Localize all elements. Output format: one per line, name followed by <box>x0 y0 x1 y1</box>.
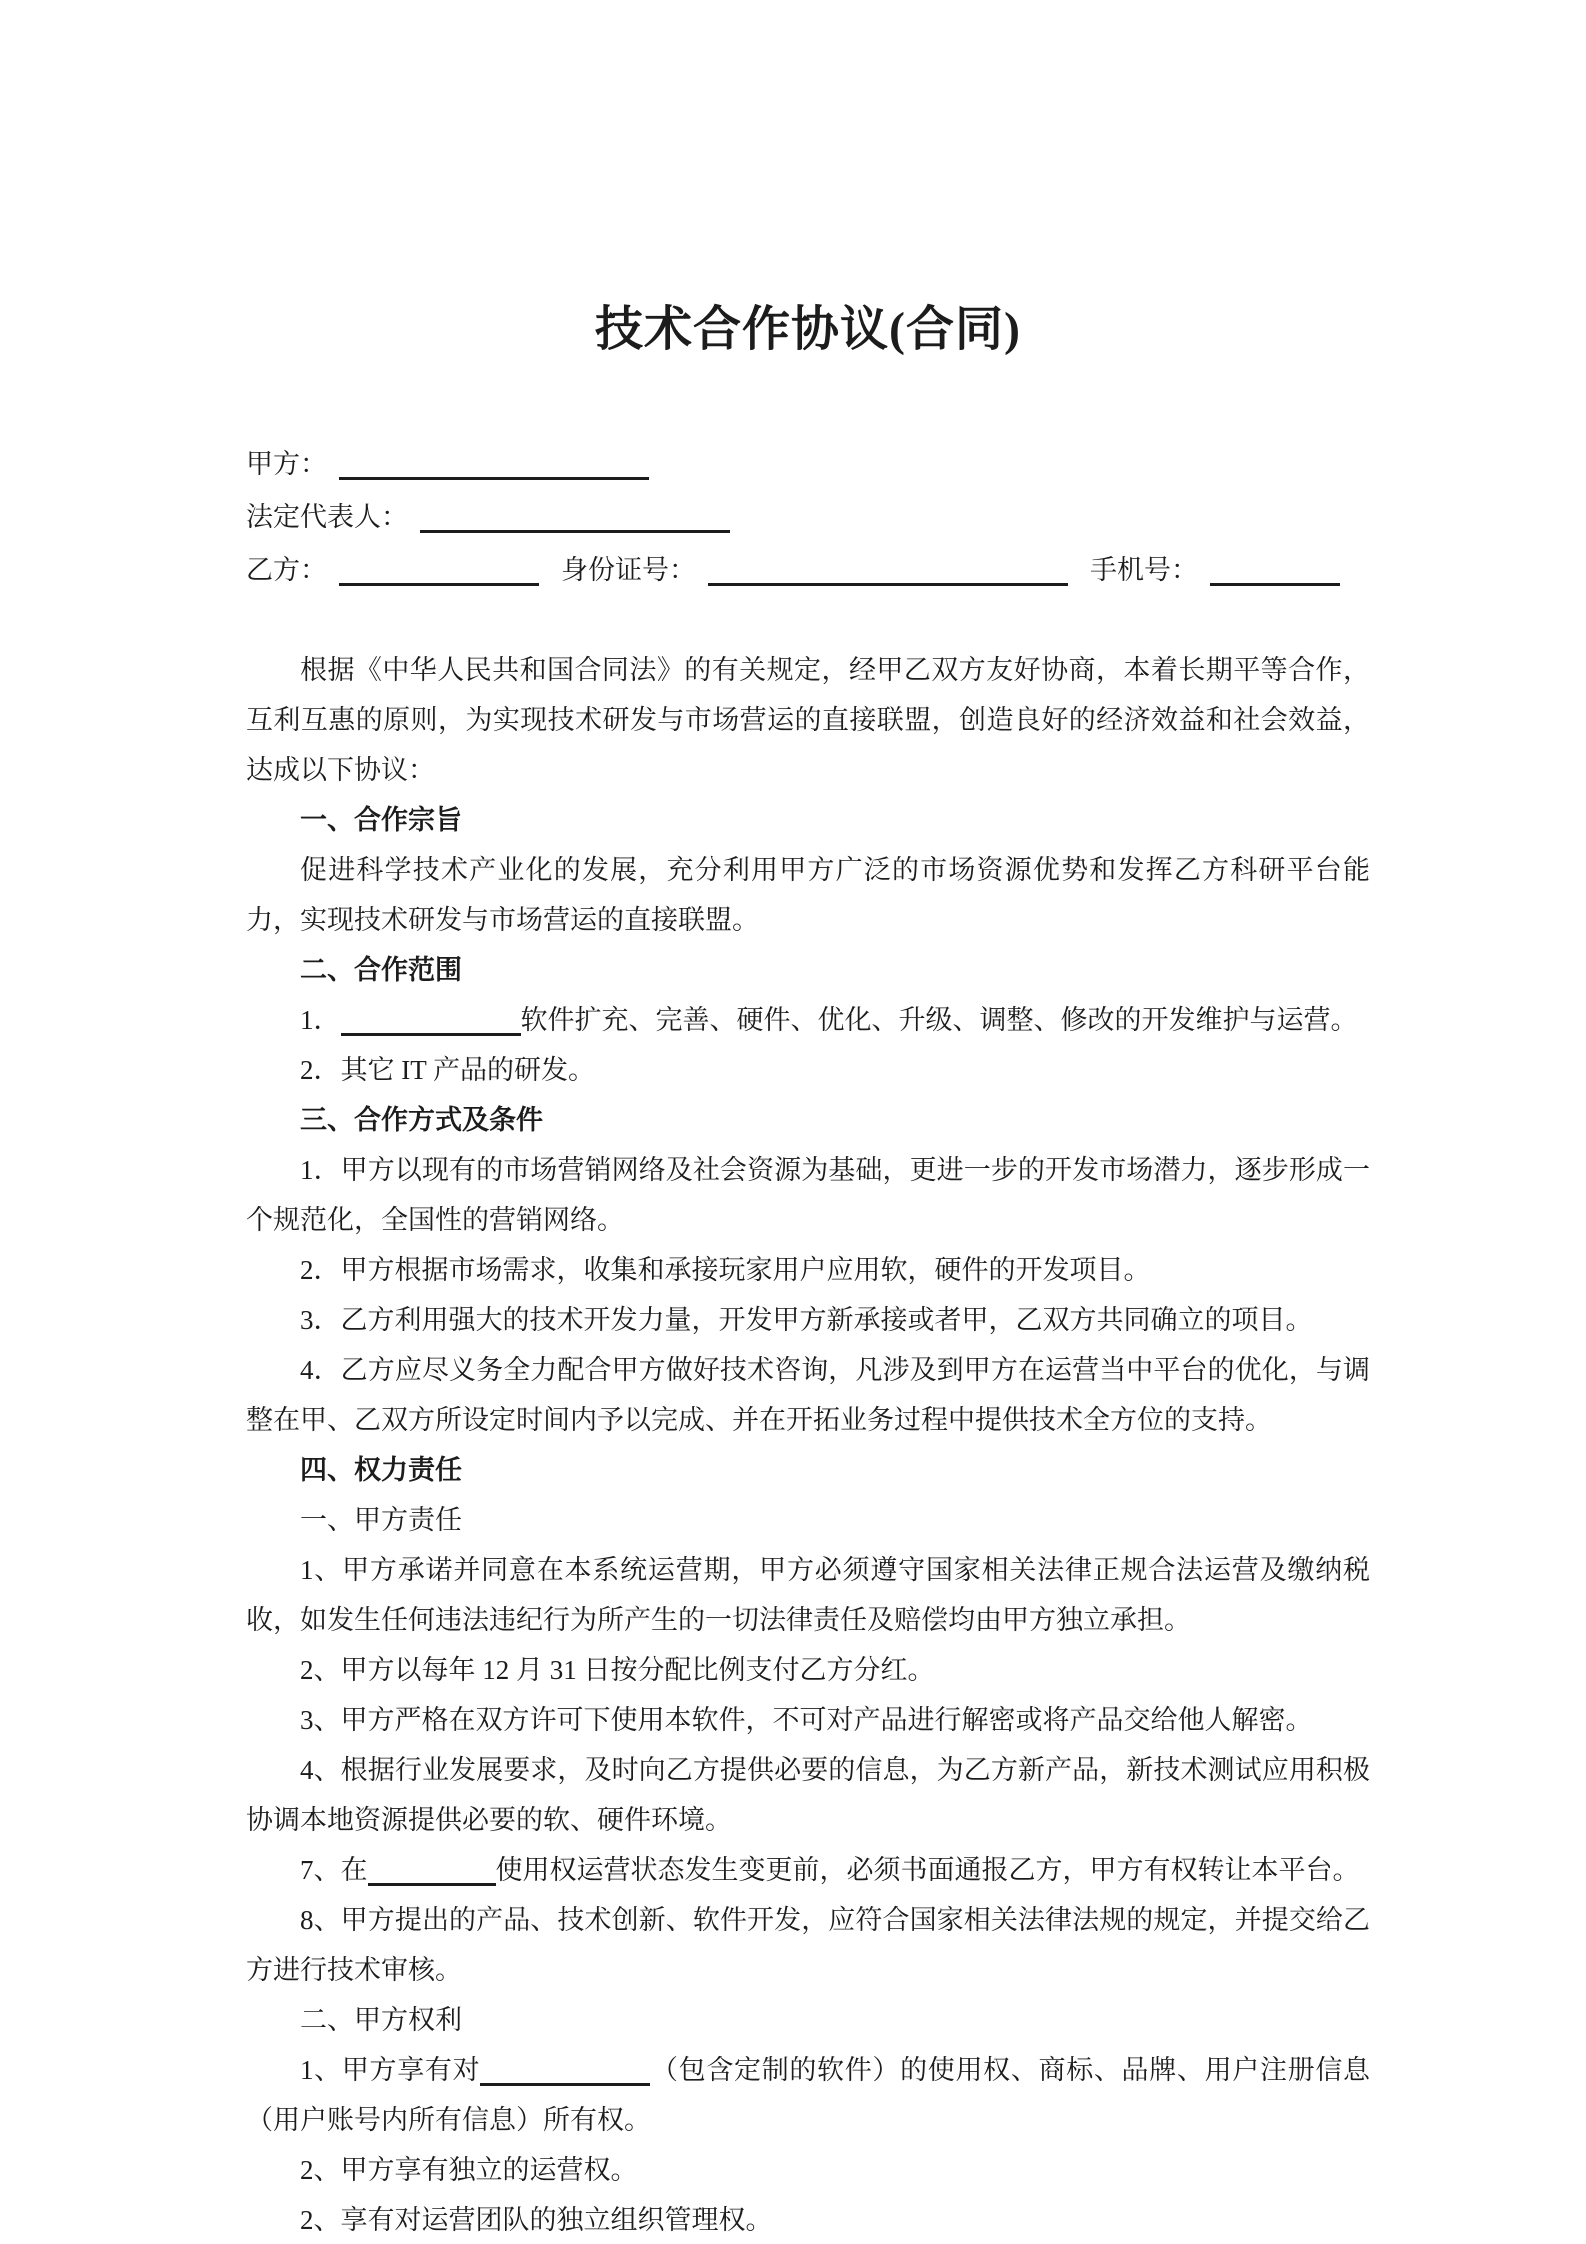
party-b-line <box>246 544 1370 597</box>
section-4-heading <box>246 1445 1370 1495</box>
text-run: 2、甲方以每年 12 月 31 日按分配比例支付乙方分红。 <box>300 1655 935 1685</box>
phone-blank <box>1210 553 1340 586</box>
usage-right-blank <box>368 1853 496 1886</box>
text-run: 促进科学技术产业化的发展，充分利用甲方广泛的市场资源优势和发挥乙方科研平台能力，实现技术研发与市场营运的直接联盟。 <box>246 855 1370 935</box>
text-run: 3、甲方严格在双方许可下使用本软件，不可对产品进行解密或将产品交给他人解密。 <box>300 1705 1313 1735</box>
text-run: （包含定制的软件）的使用权、商标、品牌、用户注册信息（用户账号内所有信息）所有权。 <box>246 2055 1371 2135</box>
method-item-4 <box>246 1345 1370 1445</box>
text-run: 7、在 <box>300 1855 368 1885</box>
text-run: 8、甲方提出的产品、技术创新、软件开发，应符合国家相关法律法规的规定，并提交给乙方进行技术审核。 <box>246 1905 1370 1985</box>
duty-item-7 <box>246 1845 1370 1895</box>
section-3-heading <box>246 1095 1370 1145</box>
text-run: 一、甲方责任 <box>300 1505 462 1535</box>
rights-item-2 <box>246 2145 1370 2195</box>
text-run: 4、根据行业发展要求，及时向乙方提供必要的信息，为乙方新产品，新技术测试应用积极协调本地资源提供必要的软、硬件环境。 <box>246 1755 1370 1835</box>
party-b-label: 乙方： <box>246 555 327 585</box>
party-a-rights-subheading <box>246 1995 1370 2045</box>
rights-item-3 <box>246 2195 1370 2244</box>
section-1-paragraph <box>246 845 1370 945</box>
scope-item-2 <box>246 1045 1370 1095</box>
section-1-heading <box>246 795 1370 845</box>
duty-item-8 <box>246 1895 1370 1995</box>
text-run: 2、享有对运营团队的独立组织管理权。 <box>300 2205 773 2235</box>
software-name-blank <box>341 1003 521 1036</box>
legal-rep-label: 法定代表人： <box>246 502 408 532</box>
scope-item-1 <box>246 995 1370 1045</box>
text-run: 使用权运营状态发生变更前，必须书面通报乙方，甲方有权转让本平台。 <box>495 1855 1360 1885</box>
party-a-label: 甲方： <box>246 449 327 479</box>
id-number-blank <box>708 553 1068 586</box>
text-run: 4．乙方应尽义务全力配合甲方做好技术咨询，凡涉及到甲方在运营当中平台的优化，与调整在甲、乙双方所设定时间内予以完成、并在开拓业务过程中提供技术全方位的支持。 <box>246 1355 1370 1435</box>
text-run: 根据《中华人民共和国合同法》的有关规定，经甲乙双方友好协商，本着长期平等合作，互利互惠的原则，为实现技术研发与市场营运的直接联盟，创造良好的经济效益和社会效益，达成以下协议： <box>246 655 1370 785</box>
text-run: 1． <box>300 1005 341 1035</box>
text-run: 二、甲方权利 <box>300 2005 462 2035</box>
party-a-blank <box>339 447 649 480</box>
text-run: 二、合作范围 <box>300 955 462 985</box>
text-run: 软件扩充、完善、硬件、优化、升级、调整、修改的开发维护与运营。 <box>520 1005 1358 1035</box>
duty-item-3 <box>246 1695 1370 1745</box>
duty-item-2 <box>246 1645 1370 1695</box>
method-item-1 <box>246 1145 1370 1245</box>
id-number-label: 身份证号： <box>561 555 696 585</box>
text-run: 一、合作宗旨 <box>300 805 462 835</box>
party-a-duty-subheading <box>246 1495 1370 1545</box>
duty-item-1 <box>246 1545 1370 1645</box>
text-run: 1、甲方承诺并同意在本系统运营期，甲方必须遵守国家相关法律正规合法运营及缴纳税收，如发生任何违法违纪行为所产生的一切法律责任及赔偿均由甲方独立承担。 <box>246 1555 1370 1635</box>
document-title: 技术合作协议(合同) <box>595 303 1021 356</box>
section-2-heading <box>246 945 1370 995</box>
text-run: 1．甲方以现有的市场营销网络及社会资源为基础，更进一步的开发市场潜力，逐步形成一个规范化，全国性的营销网络。 <box>246 1155 1370 1235</box>
text-run: 2．甲方根据市场需求，收集和承接玩家用户应用软，硬件的开发项目。 <box>300 1255 1151 1285</box>
method-item-2 <box>246 1245 1370 1295</box>
phone-label: 手机号： <box>1090 555 1198 585</box>
legal-rep-blank <box>420 500 730 533</box>
party-b-blank <box>339 553 539 586</box>
legal-rep-line <box>246 491 1370 544</box>
preamble <box>246 645 1370 795</box>
rights-item-1 <box>246 2045 1370 2145</box>
product-name-blank <box>480 2053 650 2086</box>
method-item-3 <box>246 1295 1370 1345</box>
party-a-line <box>246 438 1370 491</box>
text-run: 2、甲方享有独立的运营权。 <box>300 2155 638 2185</box>
text-run: 3．乙方利用强大的技术开发力量，开发甲方新承接或者甲，乙双方共同确立的项目。 <box>300 1305 1313 1335</box>
document-body <box>246 438 1370 2244</box>
text-run: 1、甲方享有对 <box>300 2055 481 2085</box>
duty-item-4 <box>246 1745 1370 1845</box>
text-run: 三、合作方式及条件 <box>300 1105 543 1135</box>
text-run: 四、权力责任 <box>300 1455 462 1485</box>
text-run: 2．其它 IT 产品的研发。 <box>300 1055 595 1085</box>
